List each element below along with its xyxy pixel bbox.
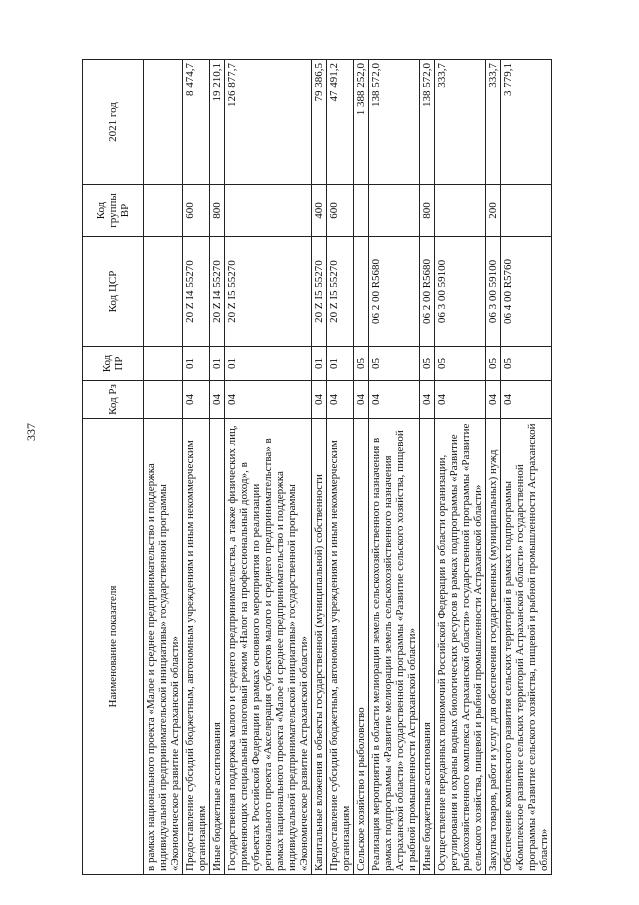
row-name: Закупка товаров, работ и услуг для обеспечения государственных (муниципальных) нужд [486, 419, 501, 875]
row-vr [225, 185, 312, 237]
row-amount: 1 388 252,0 [354, 60, 369, 185]
row-rz [144, 381, 183, 419]
row-amount: 138 572,0 [369, 60, 420, 185]
row-pr: 05 [486, 347, 501, 381]
table-row [369, 60, 420, 875]
row-vr [369, 185, 420, 237]
header-vr: Код группы ВР [83, 185, 144, 237]
header-csr: Код ЦСР [83, 237, 144, 347]
row-amount: 333,7 [435, 60, 486, 185]
row-vr [501, 185, 552, 237]
row-name: Предоставление субсидий бюджетным, автономным учреждениям и иным некоммерческим организациям [183, 419, 210, 875]
row-pr: 05 [501, 347, 552, 381]
row-rz: 04 [312, 381, 327, 419]
row-vr: 200 [486, 185, 501, 237]
header-name: Наименование показателя [83, 419, 144, 875]
row-vr: 600 [327, 185, 354, 237]
row-rz: 04 [486, 381, 501, 419]
table-row [327, 60, 354, 875]
row-vr: 600 [183, 185, 210, 237]
row-name: Реализация мероприятий в области мелиорации земель сельскохозяйственного назначения в рамках подпрограммы «Развитие мелиорации земель сельскохозяйственного назначения Астраханской области» государственной программы «Развитие сельского хозяйства, пищевой и рыбной промышленности Астраханской области» [369, 419, 420, 875]
row-csr: 20 Z I4 55270 [210, 237, 225, 347]
row-name: Иные бюджетные ассигнования [210, 419, 225, 875]
table-row [420, 60, 435, 875]
header-pr: Код ПР [83, 347, 144, 381]
row-pr: 05 [435, 347, 486, 381]
table-row [225, 60, 312, 875]
row-amount: 3 779,1 [501, 60, 552, 185]
row-amount: 8 474,7 [183, 60, 210, 185]
row-vr: 800 [210, 185, 225, 237]
budget-table [82, 59, 552, 875]
row-name: в рамках национального проекта «Малое и среднее предпринимательство и поддержка индивидуальной предпринимательской инициативы» государственной программы «Экономическое развитие Астраханской области» [144, 419, 183, 875]
rotated-table-container [82, 60, 608, 875]
row-csr: 20 Z I5 55270 [225, 237, 312, 347]
row-name: Сельское хозяйство и рыболовство [354, 419, 369, 875]
row-csr [144, 237, 183, 347]
row-csr: 06 3 00 59100 [486, 237, 501, 347]
row-amount: 19 210,1 [210, 60, 225, 185]
row-csr: 06 2 00 R5680 [420, 237, 435, 347]
row-name: Осуществление переданных полномочий Российской Федерации в области организации, регулирования и охраны водных биологических ресурсов в рамках подпрограммы «Развитие рыбохозяйственного комплекса Астраханской области» государственной программы «Развитие сельского хозяйства, пищевой и рыбной промышленности Астраханской области» [435, 419, 486, 875]
row-vr [354, 185, 369, 237]
row-name: Обеспечение комплексного развития сельских территорий в рамках подпрограммы «Комплексное развитие сельских территорий Астраханской области» государственной программы «Развитие сельского хозяйства, пищевой и рыбной промышленности Астраханской области» [501, 419, 552, 875]
row-csr: 20 Z I5 55270 [327, 237, 354, 347]
table-row [486, 60, 501, 875]
row-rz: 04 [501, 381, 552, 419]
table-row [144, 60, 183, 875]
row-rz: 04 [420, 381, 435, 419]
row-amount: 333,7 [486, 60, 501, 185]
row-vr [435, 185, 486, 237]
row-pr [144, 347, 183, 381]
row-pr: 01 [183, 347, 210, 381]
header-rz: Код Рз [83, 381, 144, 419]
row-csr: 20 Z I5 55270 [312, 237, 327, 347]
table-row [501, 60, 552, 875]
page-number: 337 [24, 423, 38, 441]
table-row [312, 60, 327, 875]
row-pr: 05 [354, 347, 369, 381]
row-csr: 20 Z I4 55270 [183, 237, 210, 347]
row-pr: 01 [225, 347, 312, 381]
table-row [210, 60, 225, 875]
row-vr: 800 [420, 185, 435, 237]
row-rz: 04 [210, 381, 225, 419]
row-csr: 06 3 00 59100 [435, 237, 486, 347]
row-csr [354, 237, 369, 347]
table-row [183, 60, 210, 875]
row-vr [144, 185, 183, 237]
row-rz: 04 [369, 381, 420, 419]
row-rz: 04 [225, 381, 312, 419]
row-vr: 400 [312, 185, 327, 237]
table-row [435, 60, 486, 875]
row-name: Иные бюджетные ассигнования [420, 419, 435, 875]
row-pr: 05 [369, 347, 420, 381]
row-amount [144, 60, 183, 185]
row-rz: 04 [183, 381, 210, 419]
row-pr: 01 [327, 347, 354, 381]
row-amount: 79 386,5 [312, 60, 327, 185]
row-rz: 04 [327, 381, 354, 419]
row-pr: 01 [210, 347, 225, 381]
row-rz: 04 [354, 381, 369, 419]
row-csr: 06 2 00 R5680 [369, 237, 420, 347]
row-pr: 05 [420, 347, 435, 381]
row-csr: 06 4 00 R5760 [501, 237, 552, 347]
row-rz: 04 [435, 381, 486, 419]
row-amount: 126 877,7 [225, 60, 312, 185]
row-pr: 01 [312, 347, 327, 381]
row-name: Предоставление субсидий бюджетным, автономным учреждениям и иным некоммерческим организациям [327, 419, 354, 875]
table-row [354, 60, 369, 875]
row-name: Капитальные вложения в объекты государственной (муниципальной) собственности [312, 419, 327, 875]
header-year: 2021 год [83, 60, 144, 185]
row-name: Государственная поддержка малого и среднего предпринимательства, а также физических лиц, применяющих специальный налоговый режим «Налог на профессиональный доход», в субъектах Российской Федерации в рамках основного мероприятия по реализации регионального проекта «Акселерация субъектов малого и среднего предпринимательства» в рамках национального проекта «Малое и среднее предпринимательство и поддержка индивидуальной предпринимательской инициативы» государственной программы «Экономическое развитие Астраханской области» [225, 419, 312, 875]
row-amount: 47 491,2 [327, 60, 354, 185]
row-amount: 138 572,0 [420, 60, 435, 185]
table-header-row [83, 60, 144, 875]
